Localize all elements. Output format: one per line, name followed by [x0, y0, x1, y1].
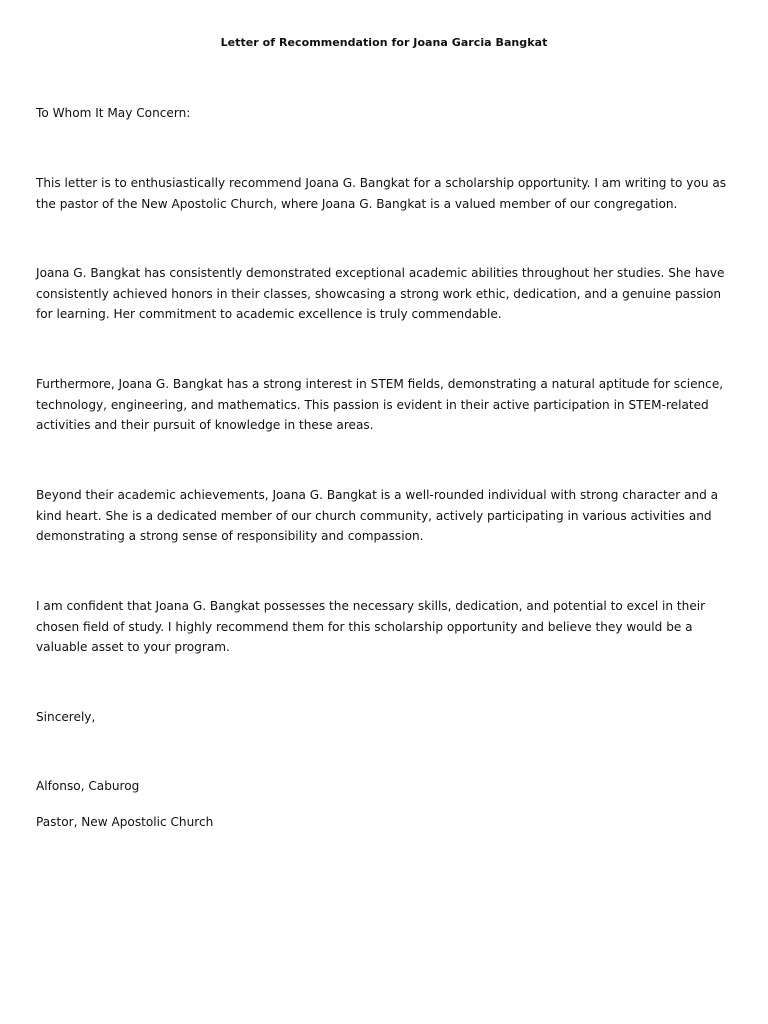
- letter-closing: Sincerely,: [36, 710, 96, 724]
- paragraph-introduction: This letter is to enthusiastically recommend Joana G. Bangkat for a scholarship opportunity. I am writing to you as the pastor of the New Apostolic Church, where Joana G. Bangkat is a valued member of our congregation.: [36, 176, 727, 211]
- letter-greeting: To Whom It May Concern:: [36, 106, 191, 120]
- paragraph-stem: Furthermore, Joana G. Bangkat has a strong interest in STEM fields, demonstrating a natural aptitude for science, technology, engineering, and mathematics. This passion is evident in their active participation in STEM-related activities and their pursuit of knowledge in these areas.: [36, 377, 724, 432]
- paragraph-character: Beyond their academic achievements, Joana G. Bangkat is a well-rounded individual with strong character and a kind heart. She is a dedicated member of our church community, actively participating in various activities and demonstrating a strong sense of responsibility and compassion.: [36, 488, 719, 543]
- paragraph-academic: Joana G. Bangkat has consistently demonstrated exceptional academic abilities throughout her studies. She have consistently achieved honors in their classes, showcasing a strong work ethic, dedication, and a genuine passion for learning. Her commitment to academic excellence is truly commendable.: [36, 266, 725, 321]
- letter-title: Letter of Recommendation for Joana Garcia Bangkat: [220, 36, 548, 49]
- signer-name: Alfonso, Caburog: [36, 779, 140, 793]
- paragraph-conclusion: I am confident that Joana G. Bangkat possesses the necessary skills, dedication, and potential to excel in their chosen field of study. I highly recommend them for this scholarship opportunity and believe they would be a valuable asset to your program.: [36, 599, 706, 654]
- signer-title: Pastor, New Apostolic Church: [36, 815, 214, 829]
